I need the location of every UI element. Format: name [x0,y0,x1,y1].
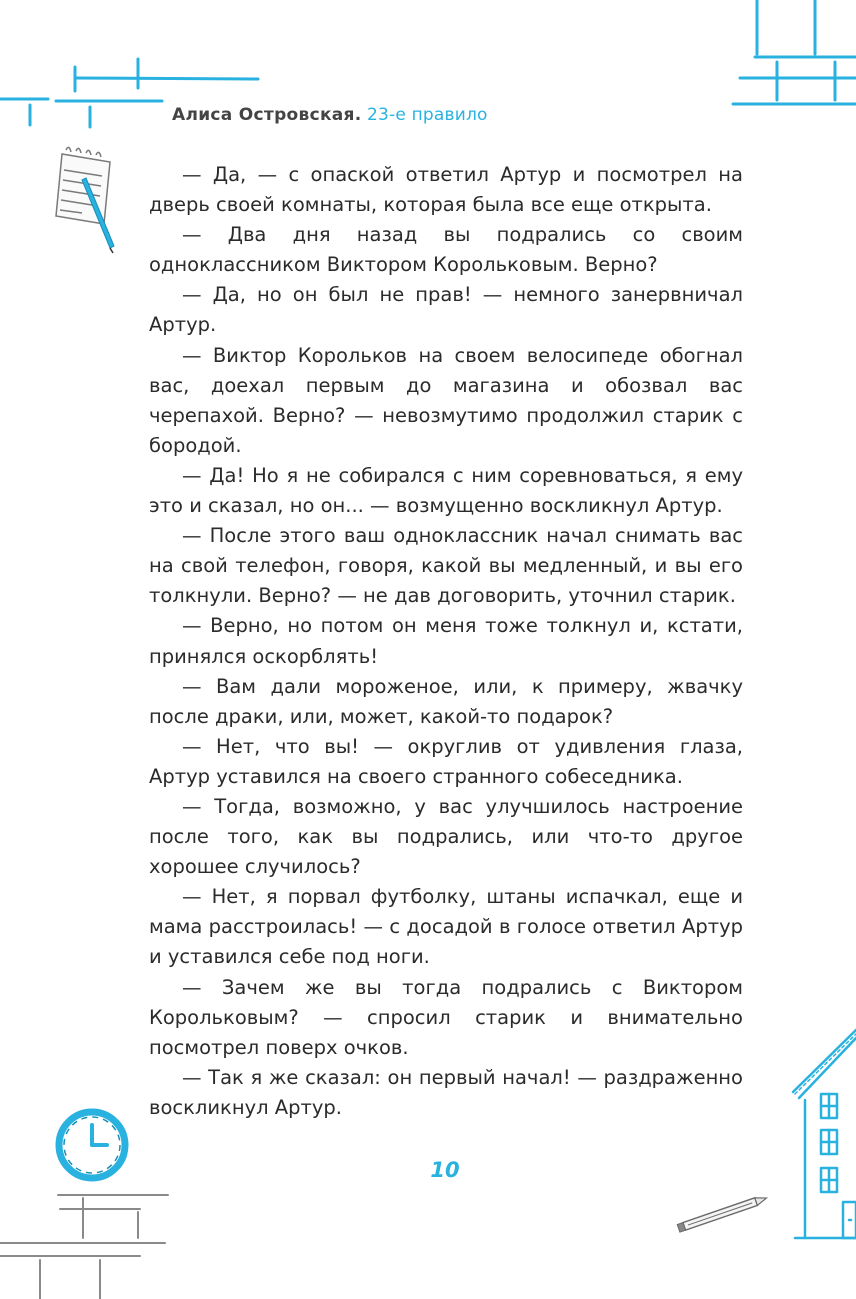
paragraph: — Так я же сказал: он первый начал! — раздраженно воскликнул Артур. [149,1065,743,1119]
paragraph: — После этого ваш одноклассник начал снимать вас на свой телефон, говоря, какой вы медленный, и вы его толкнули. Верно? — не дав договорить, уточнил старик. [149,524,743,608]
header-book-title: 23-е правило [366,105,488,125]
paragraph: — Да, — с опаской ответил Артур и посмотрел на дверь своей комнаты, которая была все еще открыта. [149,163,743,217]
paragraph: — Виктор Корольков на своем велосипеде обогнал вас, доехал первым до магазина и обозвал вас черепахой. Верно? — невозмутимо продолжил старик с бородой. [149,343,743,457]
header-author: Алиса Островская. [172,105,362,125]
brick-lines-bottom-left [0,1188,170,1299]
paragraph: — Да, но он был не прав! — немного занервничал Артур. [149,283,743,337]
paragraph: — Тогда, возможно, у вас улучшилось настроение после того, как вы подрались, или что-то другое хорошее случилось? [149,794,743,879]
page-number: 10 [430,1158,460,1182]
paragraph: — Да! Но я не собирался с ним соревноваться, я ему это и сказал, но он... — возмущенно воскликнул Артур. [149,463,743,518]
clock-icon [52,1105,132,1185]
notepad-pen-icon [52,140,122,255]
paragraph: — Верно, но потом он меня тоже толкнул и, кстати, принялся оскорблять! [149,614,743,668]
paragraph: — Вам дали мороженое, или, к примеру, жвачку после драки, или, может, какой-то подарок? [149,674,743,728]
house-icon [783,1020,856,1245]
running-header [172,102,488,128]
brick-lines-top-right [725,0,856,112]
pencil-icon [676,1193,771,1233]
paragraph: — Нет, что вы! — округлив от удивления глаза, Артур уставился на своего странного собеседника. [149,734,743,788]
body-text [149,160,743,1123]
paragraph: — Два дня назад вы подрались со своим одноклассником Виктором Корольковым. Верно? [149,223,743,277]
paragraph: — Зачем же вы тогда подрались с Виктором Корольковым? — спросил старик и внимательно посмотрел поверх очков. [149,975,743,1059]
paragraph: — Нет, я порвал футболку, штаны испачкал, еще и мама расстроилась! — с досадой в голосе ответил Артур и уставился себе под ноги. [149,885,743,969]
